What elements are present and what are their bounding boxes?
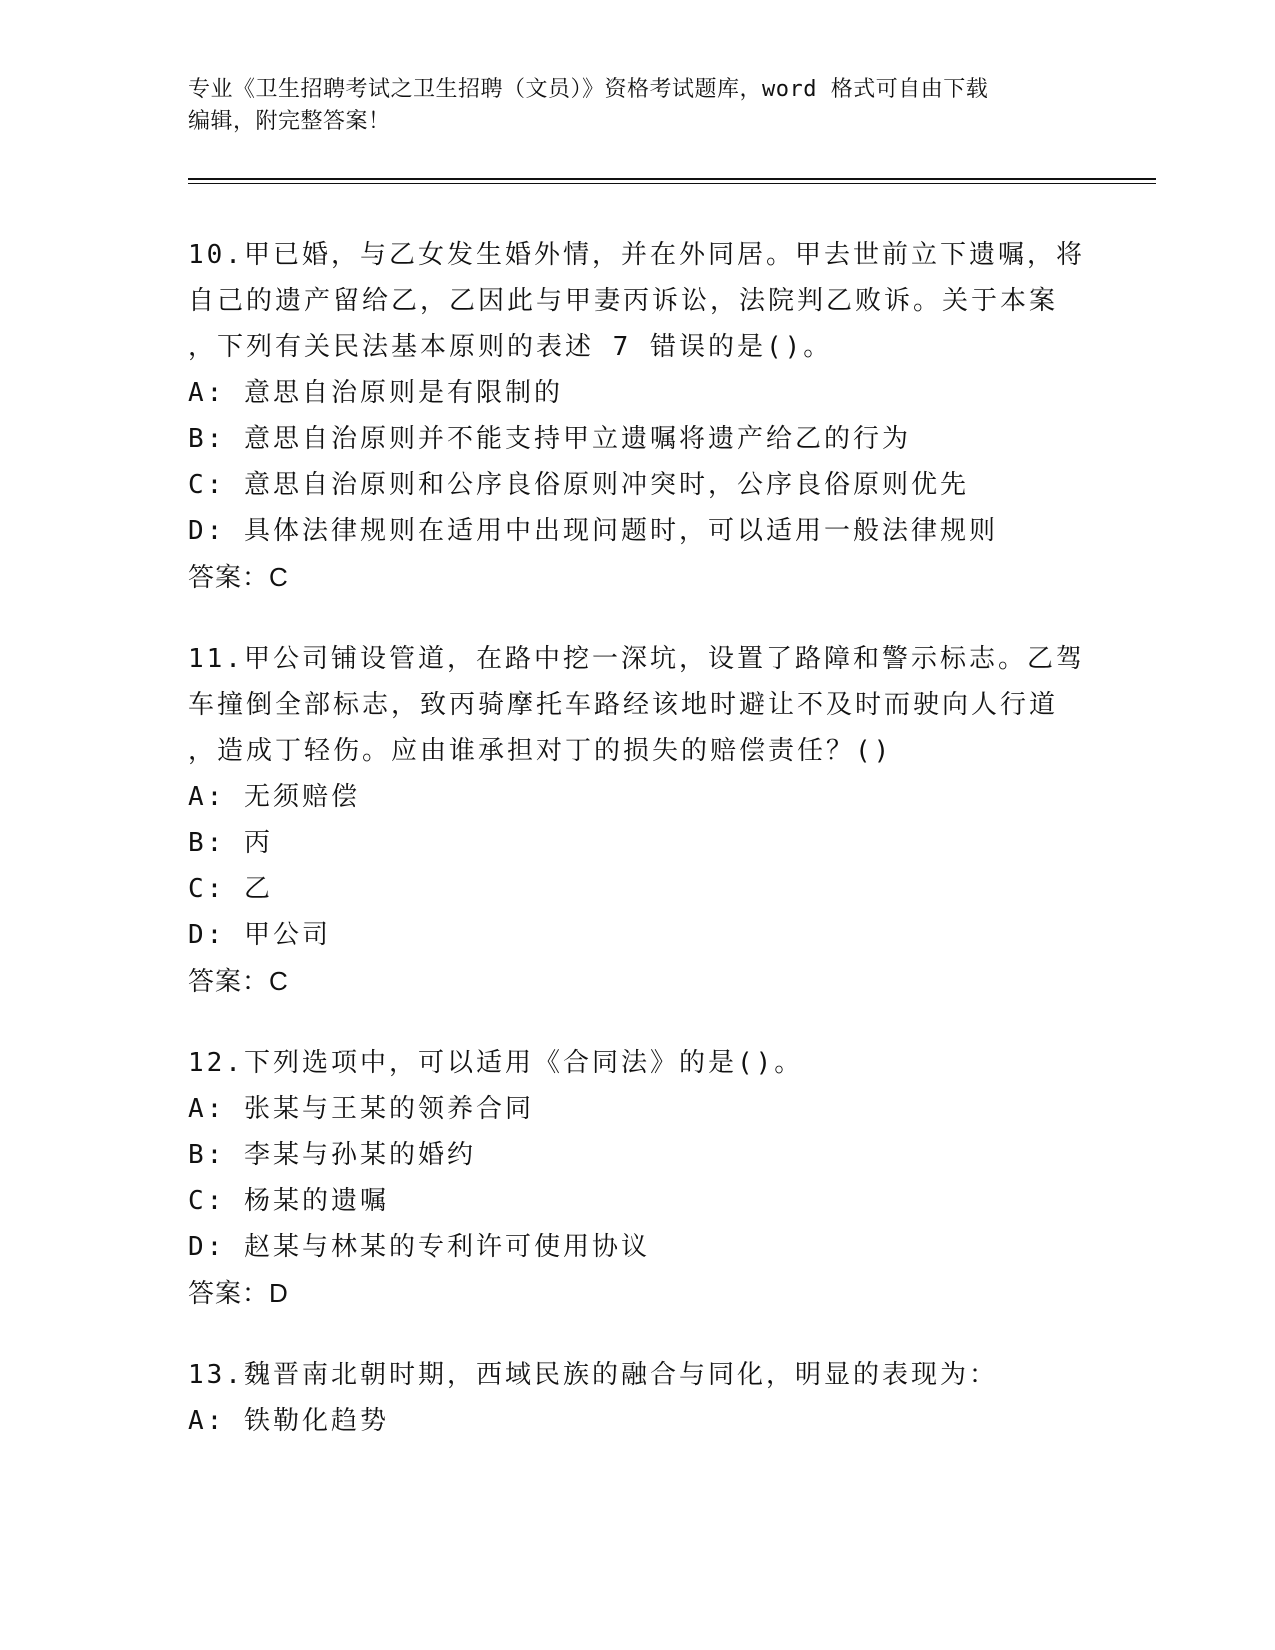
question-10	[188, 232, 1088, 600]
question-text-line: 13.魏晋南北朝时期，西域民族的融合与同化，明显的表现为：	[188, 1360, 998, 1390]
option-b: B: 李某与孙某的婚约	[188, 1140, 476, 1170]
option-c: C: 杨某的遗嘱	[188, 1186, 389, 1216]
option-c: C: 意思自治原则和公序良俗原则冲突时，公序良俗原则优先	[188, 470, 969, 500]
question-text-line: 10.甲已婚，与乙女发生婚外情，并在外同居。甲去世前立下遗嘱，将	[188, 240, 1085, 270]
answer-label: 答案：D	[188, 1278, 289, 1308]
header-line-2: 编辑，附完整答案！	[188, 109, 391, 134]
header-line-1: 专业《卫生招聘考试之卫生招聘（文员）》资格考试题库，word 格式可自由下载	[188, 77, 989, 102]
question-12	[188, 1040, 1088, 1316]
option-a: A: 铁勒化趋势	[188, 1406, 389, 1436]
question-text-line: 11.甲公司铺设管道，在路中挖一深坑，设置了路障和警示标志。乙驾	[188, 644, 1085, 674]
question-text-line: ，下列有关民法基本原则的表述 7 错误的是()。	[188, 332, 833, 362]
question-text-line: ，造成丁轻伤。应由谁承担对丁的损失的赔偿责任？()	[188, 736, 893, 766]
option-c: C: 乙	[188, 874, 273, 904]
question-text-line: 12.下列选项中，可以适用《合同法》的是()。	[188, 1048, 804, 1078]
option-b: B: 意思自治原则并不能支持甲立遗嘱将遗产给乙的行为	[188, 424, 911, 454]
question-11	[188, 636, 1088, 1004]
answer-label: 答案：C	[188, 966, 289, 996]
question-13	[188, 1352, 1088, 1444]
option-a: A: 无须赔偿	[188, 782, 360, 812]
option-b: B: 丙	[188, 828, 273, 858]
answer-label: 答案：C	[188, 562, 289, 592]
option-a: A: 意思自治原则是有限制的	[188, 378, 563, 408]
option-a: A: 张某与王某的领养合同	[188, 1094, 534, 1124]
option-d: D: 具体法律规则在适用中出现问题时，可以适用一般法律规则	[188, 516, 998, 546]
question-text-line: 车撞倒全部标志，致丙骑摩托车路经该地时避让不及时而驶向人行道	[188, 690, 1059, 720]
header-divider-thick	[188, 178, 1156, 180]
document-header	[188, 74, 1088, 138]
option-d: D: 赵某与林某的专利许可使用协议	[188, 1232, 650, 1262]
question-text-line: 自己的遗产留给乙，乙因此与甲妻丙诉讼，法院判乙败诉。关于本案	[188, 286, 1059, 316]
header-divider-thin	[188, 183, 1156, 184]
option-d: D: 甲公司	[188, 920, 331, 950]
